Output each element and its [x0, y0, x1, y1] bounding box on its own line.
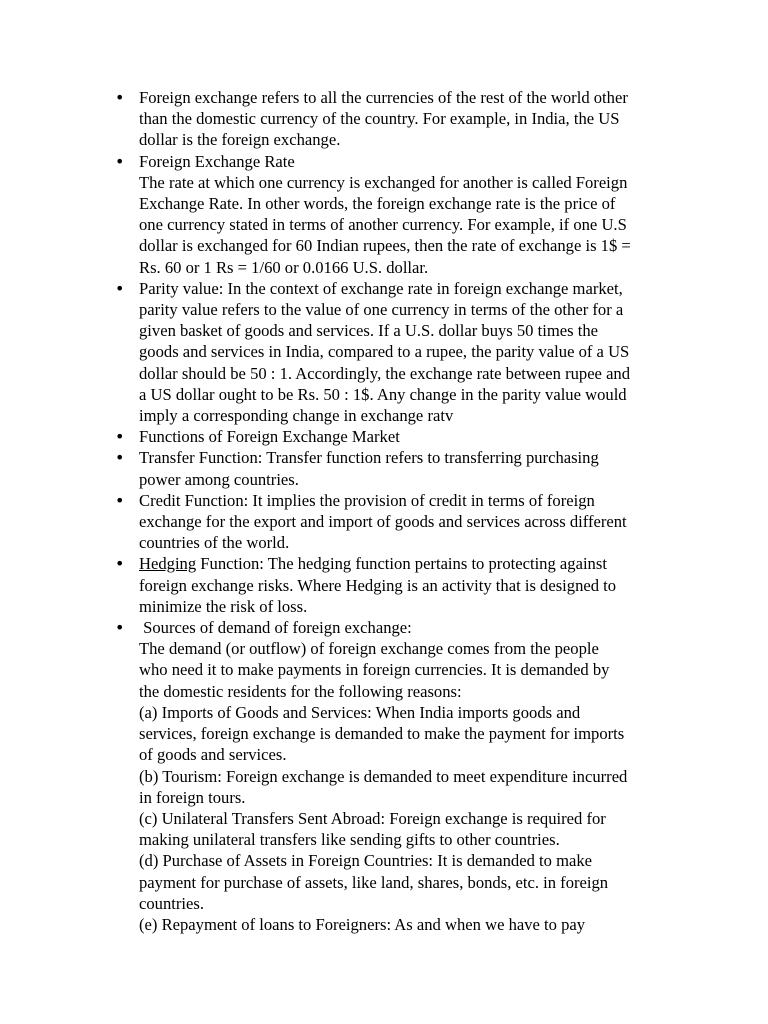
text-line: foreign exchange risks. Where Hedging is an activity that is designed to	[139, 575, 617, 595]
bullet-icon: •	[115, 278, 125, 298]
text-line: (b) Tourism: Foreign exchange is demanded to meet expenditure incurred	[139, 766, 628, 786]
list-item	[115, 87, 695, 151]
text-line: services, foreign exchange is demanded to make the payment for imports	[139, 724, 625, 744]
hedging-term: Hedging	[139, 554, 197, 574]
list-item	[115, 490, 695, 554]
bullet-icon: •	[115, 554, 125, 574]
text-line: a US dollar ought to be Rs. 50 : 1$. Any change in the parity value would	[139, 384, 627, 404]
text-line: (a) Imports of Goods and Services: When India imports goods and	[139, 702, 581, 722]
text-line: Parity value: In the context of exchange rate in foreign exchange market,	[139, 278, 623, 298]
bullet-icon: •	[115, 618, 125, 638]
text-line: in foreign tours.	[139, 787, 246, 807]
list-item	[115, 447, 695, 489]
list-item	[115, 278, 695, 426]
text-line: dollar is exchanged for 60 Indian rupees, then the rate of exchange is 1$ =	[139, 236, 631, 256]
text-line	[139, 553, 695, 574]
text-line: Transfer Function: Transfer function refers to transferring purchasing	[139, 448, 599, 468]
bullet-icon: •	[115, 151, 125, 171]
text-line: of goods and services.	[139, 745, 287, 765]
text-line: one currency stated in terms of another currency. For example, if one U.S	[139, 215, 627, 235]
bullet-icon: •	[115, 88, 125, 107]
text-line: given basket of goods and services. If a U.S. dollar buys 50 times the	[139, 321, 599, 341]
text-line: than the domestic currency of the country. For example, in India, the US	[139, 109, 620, 129]
text-line: (d) Purchase of Assets in Foreign Countries: It is demanded to make	[139, 851, 593, 871]
text-line: Foreign exchange refers to all the currencies of the rest of the world other	[139, 88, 628, 107]
text-line: Functions of Foreign Exchange Market	[139, 427, 400, 447]
text-line: Rs. 60 or 1 Rs = 1/60 or 0.0166 U.S. dollar.	[139, 257, 429, 277]
text-line: countries of the world.	[139, 533, 290, 553]
text-line: Foreign Exchange Rate	[139, 151, 295, 171]
text-line: the domestic residents for the following reasons:	[139, 681, 462, 701]
text-line: dollar should be 50 : 1. Accordingly, the exchange rate between rupee and	[139, 363, 631, 383]
text-line: countries.	[139, 893, 204, 913]
text-line: dollar is the foreign exchange.	[139, 130, 341, 150]
text-line: exchange for the export and import of goods and services across different	[139, 512, 627, 532]
list-item	[115, 617, 695, 935]
text-line: The demand (or outflow) of foreign exchange comes from the people	[139, 639, 599, 659]
bullet-icon: •	[115, 490, 125, 510]
text-line: Credit Function: It implies the provision of credit in terms of foreign	[139, 490, 595, 510]
bullet-icon: •	[115, 427, 125, 447]
text-line: The rate at which one currency is exchanged for another is called Foreign	[139, 172, 628, 192]
text-line: goods and services in India, compared to a rupee, the parity value of a US	[139, 342, 630, 362]
text-line: Exchange Rate. In other words, the foreign exchange rate is the price of	[139, 194, 616, 214]
text-line: imply a corresponding change in exchange ratv	[139, 406, 454, 426]
text-line: parity value refers to the value of one currency in terms of the other for a	[139, 300, 624, 320]
list-item	[115, 553, 695, 617]
text-line: power among countries.	[139, 469, 299, 489]
text-line: (c) Unilateral Transfers Sent Abroad: Foreign exchange is required for	[139, 808, 606, 828]
bullet-icon: •	[115, 448, 125, 468]
text-line: payment for purchase of assets, like land, shares, bonds, etc. in foreign	[139, 872, 609, 892]
text-line: who need it to make payments in foreign currencies. It is demanded by	[139, 660, 610, 680]
text-line: (e) Repayment of loans to Foreigners: As and when we have to pay	[139, 914, 586, 934]
text-line: Sources of demand of foreign exchange:	[139, 618, 412, 638]
text-line: making unilateral transfers like sending gifts to other countries.	[139, 830, 560, 850]
text-span: Function: The hedging function pertains to protecting against	[196, 554, 607, 574]
text-line: minimize the risk of loss.	[139, 596, 308, 616]
list-item	[115, 151, 695, 278]
bullet-list	[115, 87, 695, 935]
list-item	[115, 426, 695, 447]
